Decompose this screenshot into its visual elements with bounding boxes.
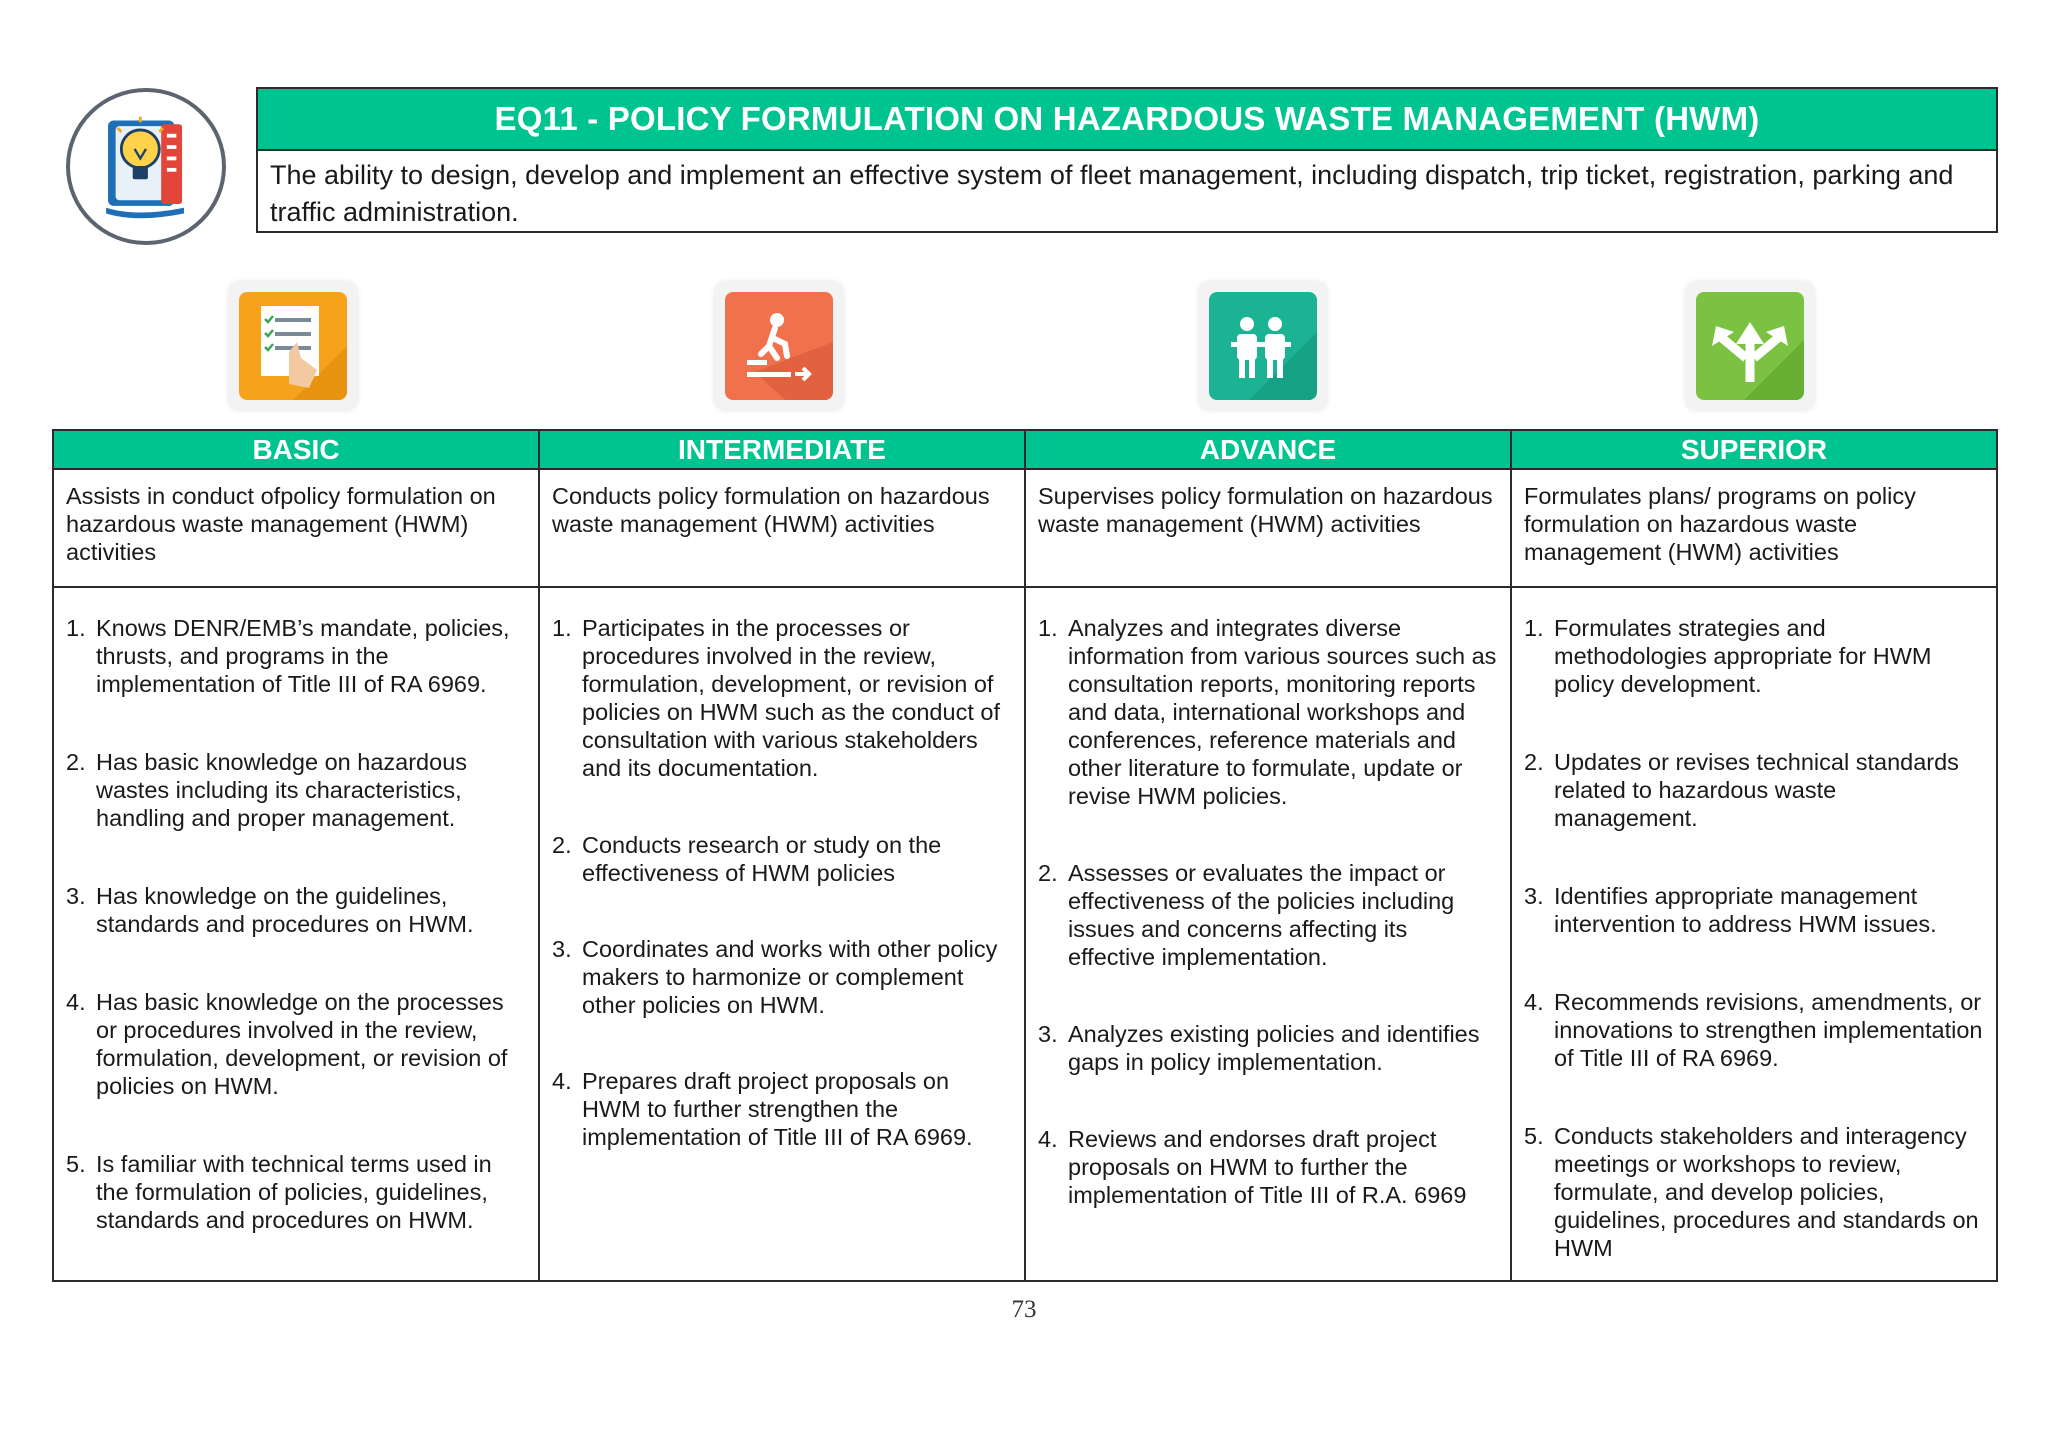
level-indicators-advance (1025, 587, 1511, 1281)
level-summary-basic: Assists in conduct ofpolicy formulation on hazardous waste management (HWM) activities (53, 469, 539, 587)
competency-header (256, 87, 1998, 233)
list-item: 3. Identifies appropriate management intervention to address HWM issues. (1524, 883, 1937, 937)
climbing-stairs-icon (715, 282, 843, 410)
list-item: 5. Is familiar with technical terms used in the formulation of policies, guidelines, standards and procedures on HWM. (66, 1151, 492, 1233)
list-item: 1. Analyzes and integrates diverse information from various sources such as consultation reports, monitoring reports and data, international workshops and conferences, reference materials and other literature to formulate, update or revise HWM policies. (1038, 615, 1497, 809)
list-item: 1. Formulates strategies and methodologies appropriate for HWM policy development. (1524, 615, 1932, 697)
lightbulb-book-icon (66, 88, 226, 245)
list-item: 3. Coordinates and works with other policy makers to harmonize or complement other policies on HWM. (552, 936, 998, 1018)
list-item: 3. Has knowledge on the guidelines, standards and procedures on HWM. (66, 883, 474, 937)
level-summary-superior: Formulates plans/ programs on policy formulation on hazardous waste management (HWM) activities (1511, 469, 1997, 587)
level-header-intermediate: INTERMEDIATE (539, 430, 1025, 469)
team-people-icon (1199, 282, 1327, 410)
list-item: 1. Knows DENR/EMB’s mandate, policies, thrusts, and programs in the implementation of Title III of RA 6969. (66, 615, 510, 697)
list-item: 4. Recommends revisions, amendments, or innovations to strengthen implementation of Title III of RA 6969. (1524, 989, 1983, 1071)
level-summary-intermediate: Conducts policy formulation on hazardous waste management (HWM) activities (539, 469, 1025, 587)
competency-level-table (52, 429, 1998, 1282)
list-item: 3. Analyzes existing policies and identifies gaps in policy implementation. (1038, 1021, 1480, 1075)
diverging-arrows-icon (1686, 282, 1814, 410)
level-indicators-basic (53, 587, 539, 1281)
list-item: 2. Conducts research or study on the effectiveness of HWM policies (552, 832, 942, 886)
level-header-advance: ADVANCE (1025, 430, 1511, 469)
level-header-superior: SUPERIOR (1511, 430, 1997, 469)
level-header-basic: BASIC (53, 430, 539, 469)
list-item: 4. Prepares draft project proposals on HWM to further strengthen the implementation of Title III of RA 6969. (552, 1068, 973, 1150)
list-item: 2. Has basic knowledge on hazardous wastes including its characteristics, handling and proper management. (66, 749, 468, 831)
competency-title: EQ11 - POLICY FORMULATION ON HAZARDOUS WASTE MANAGEMENT (HWM) (258, 89, 1996, 151)
list-item: 2. Updates or revises technical standards related to hazardous waste management. (1524, 749, 1959, 831)
list-item: 2. Assesses or evaluates the impact or effectiveness of the policies including issues and concerns affecting its effective implementation. (1038, 860, 1455, 970)
level-indicators-superior (1511, 587, 1997, 1281)
level-summary-advance: Supervises policy formulation on hazardous waste management (HWM) activities (1025, 469, 1511, 587)
list-item: 4. Has basic knowledge on the processes or procedures involved in the review, formulation, development, or revision of policies on HWM. (66, 989, 508, 1099)
competency-description: The ability to design, develop and implement an effective system of fleet management, including dispatch, trip ticket, registration, parking and traffic administration. (270, 160, 1954, 227)
list-item: 5. Conducts stakeholders and interagency meetings or workshops to review, formulate, and develop policies, guidelines, procedures and standards on HWM (1524, 1123, 1979, 1261)
list-item: 1. Participates in the processes or procedures involved in the review, formulation, development, or revision of policies on HWM such as the conduct of consultation with various stakeholders and its documentation. (552, 615, 1000, 781)
level-indicators-intermediate (539, 587, 1025, 1281)
page-number: 73 (1011, 1296, 1037, 1323)
list-item: 4. Reviews and endorses draft project proposals on HWM to further the implementation of Title III of R.A. 6969 (1038, 1126, 1467, 1208)
checklist-icon (229, 282, 357, 410)
